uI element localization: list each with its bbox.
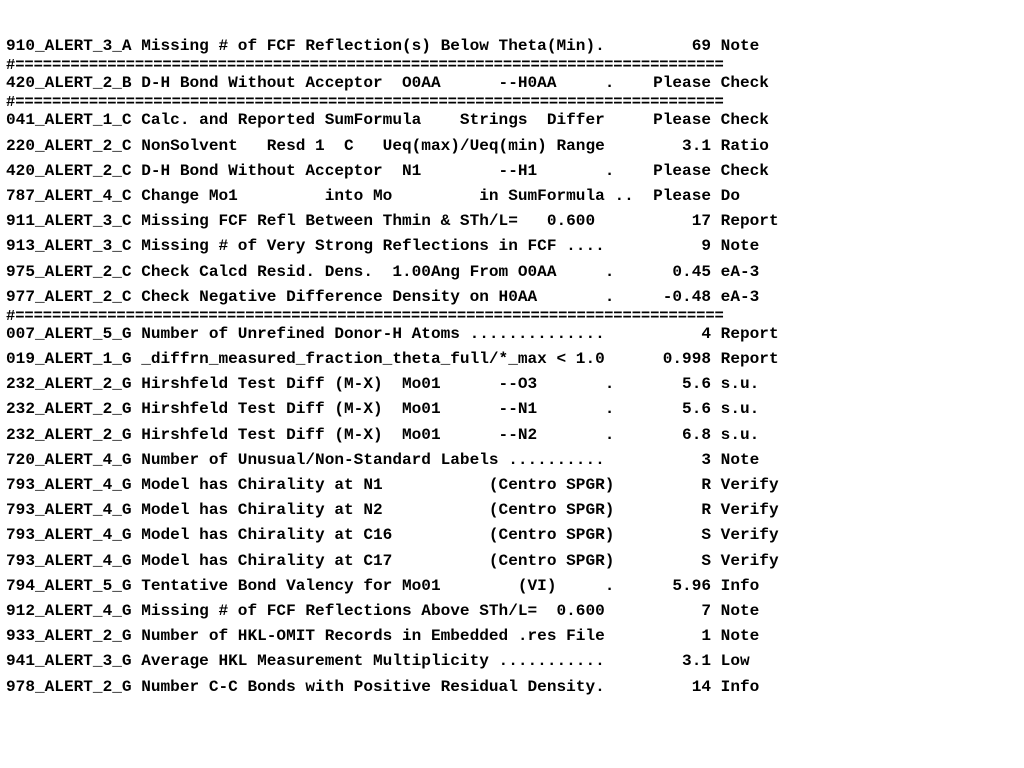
alert-line: 220_ALERT_2_C NonSolvent Resd 1 C Ueq(max)/Ueq(min) Range 3.1 Ratio <box>6 136 769 155</box>
alert-line: 912_ALERT_4_G Missing # of FCF Reflections Above STh/L= 0.600 7 Note <box>6 601 760 620</box>
alert-line: 793_ALERT_4_G Model has Chirality at N1 (Centro SPGR) R Verify <box>6 476 779 494</box>
alert-line: 941_ALERT_3_G Average HKL Measurement Multiplicity ........... 3.1 Low <box>6 652 750 671</box>
separator-line: #============================================================================= <box>6 59 724 72</box>
alert-line: 007_ALERT_5_G Number of Unrefined Donor-H Atoms .............. 4 Report <box>6 324 779 343</box>
alert-line: 978_ALERT_2_G Number C-C Bonds with Positive Residual Density. 14 Info <box>6 677 760 696</box>
alert-line: 041_ALERT_1_C Calc. and Reported SumFormula Strings Differ Please Check <box>6 111 769 130</box>
alert-line: 420_ALERT_2_B D-H Bond Without Acceptor O0AA --H0AA . Please Check <box>6 74 769 93</box>
alert-line: 420_ALERT_2_C D-H Bond Without Acceptor N1 --H1 . Please Check <box>6 161 769 180</box>
alert-line: 232_ALERT_2_G Hirshfeld Test Diff (M-X) Mo01 --O3 . 5.6 s.u. <box>6 375 760 394</box>
alert-line: 794_ALERT_5_G Tentative Bond Valency for Mo01 (VI) . 5.96 Info <box>6 576 760 595</box>
alert-line: 232_ALERT_2_G Hirshfeld Test Diff (M-X) Mo01 --N1 . 5.6 s.u. <box>6 400 760 419</box>
alert-line: 913_ALERT_3_C Missing # of Very Strong Reflections in FCF .... 9 Note <box>6 237 760 256</box>
checkcif-alert-report <box>6 34 1016 700</box>
separator-line: #============================================================================= <box>6 309 724 322</box>
alert-line: 019_ALERT_1_G _diffrn_measured_fraction_theta_full/*_max < 1.0 0.998 Report <box>6 350 779 369</box>
separator-line: #============================================================================= <box>6 96 724 109</box>
alert-line: 793_ALERT_4_G Model has Chirality at N2 (Centro SPGR) R Verify <box>6 501 779 520</box>
alert-line: 787_ALERT_4_C Change Mo1 into Mo in SumFormula .. Please Do <box>6 186 740 205</box>
alert-line: 975_ALERT_2_C Check Calcd Resid. Dens. 1.00Ang From O0AA . 0.45 eA-3 <box>6 262 760 281</box>
alert-line: 911_ALERT_3_C Missing FCF Refl Between Thmin & STh/L= 0.600 17 Report <box>6 212 779 231</box>
alert-line: 720_ALERT_4_G Number of Unusual/Non-Standard Labels .......... 3 Note <box>6 450 760 469</box>
alert-line: 933_ALERT_2_G Number of HKL-OMIT Records in Embedded .res File 1 Note <box>6 627 760 646</box>
alert-line: 232_ALERT_2_G Hirshfeld Test Diff (M-X) Mo01 --N2 . 6.8 s.u. <box>6 425 760 444</box>
alert-line: 793_ALERT_4_G Model has Chirality at C17 (Centro SPGR) S Verify <box>6 551 779 570</box>
alert-line: 910_ALERT_3_A Missing # of FCF Reflection(s) Below Theta(Min). 69 Note <box>6 37 760 55</box>
alert-line: 977_ALERT_2_C Check Negative Difference Density on H0AA . -0.48 eA-3 <box>6 287 760 306</box>
alert-line: 793_ALERT_4_G Model has Chirality at C16 (Centro SPGR) S Verify <box>6 526 779 545</box>
